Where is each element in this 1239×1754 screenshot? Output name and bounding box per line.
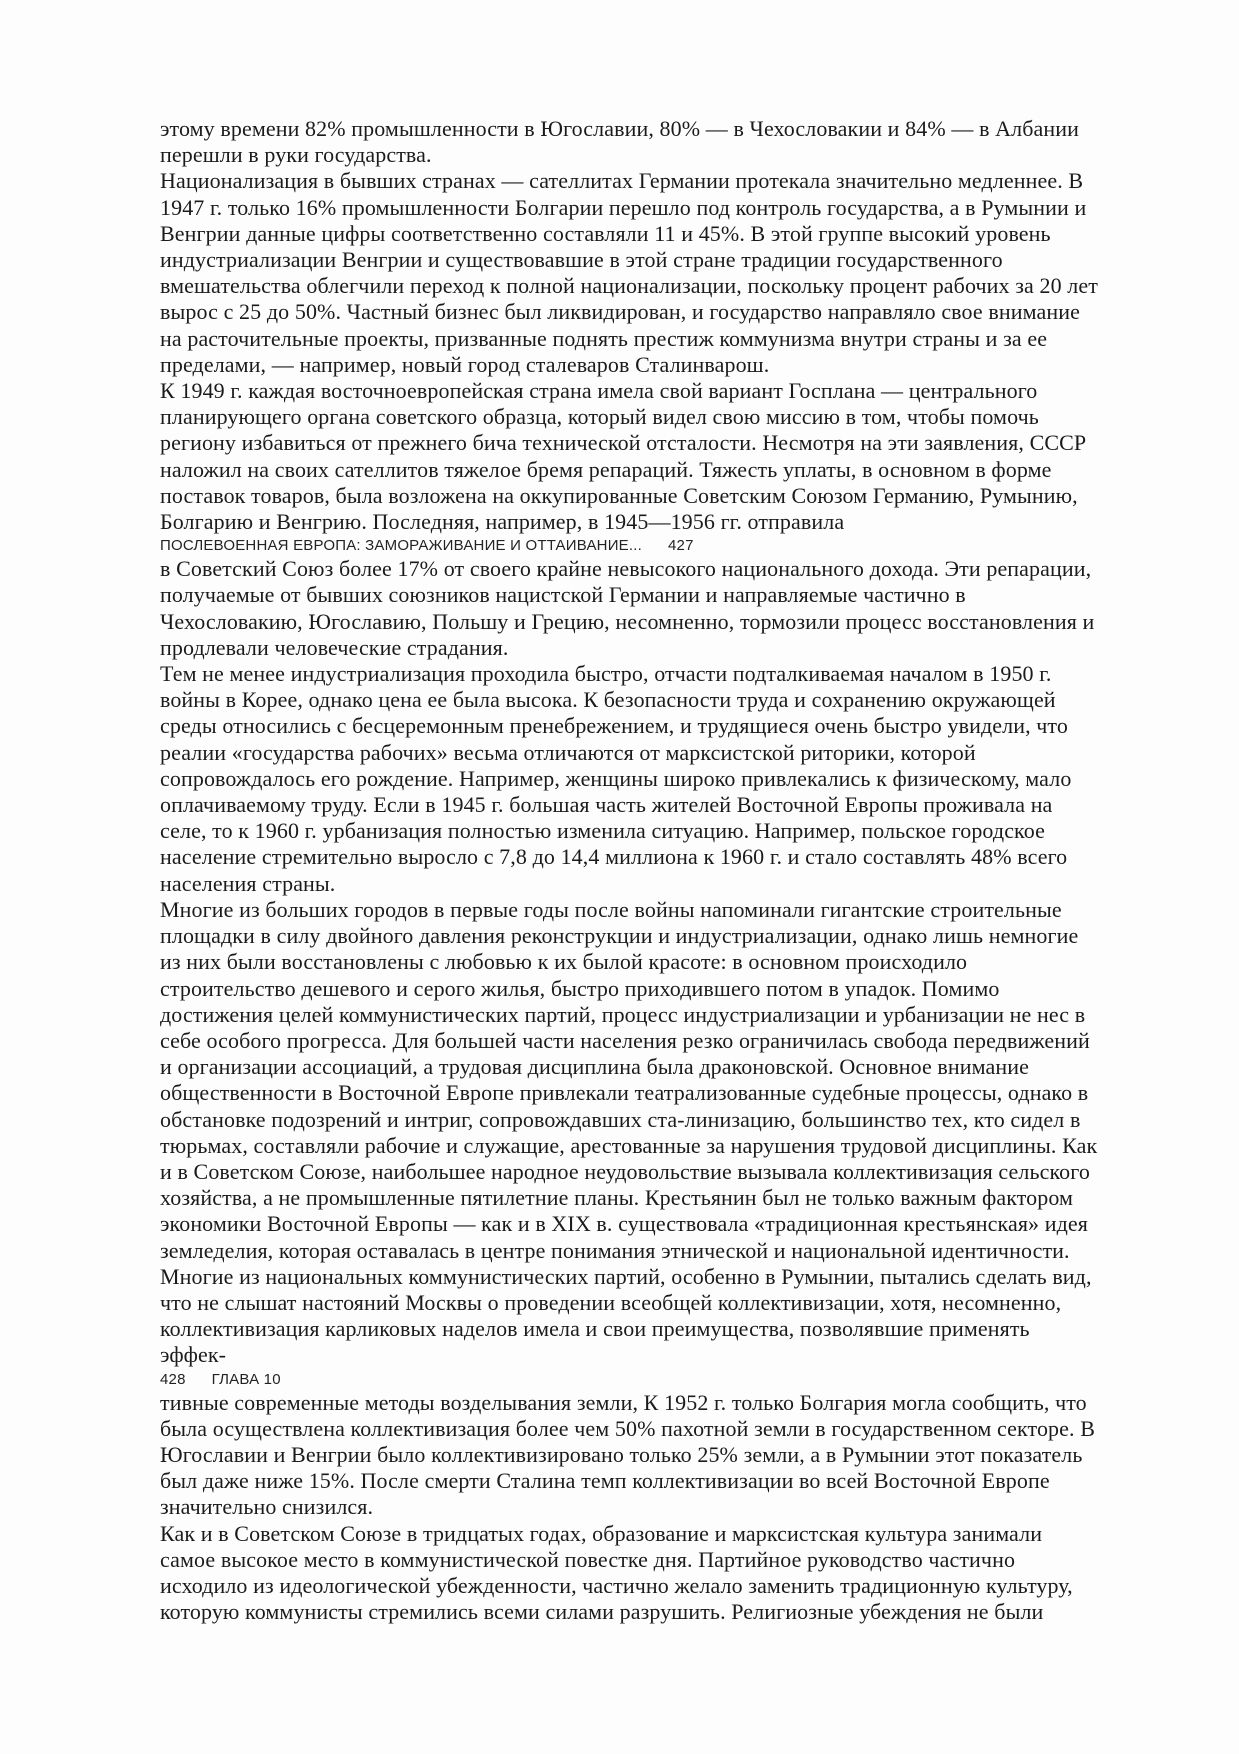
text-line: оплачиваемому труду. Если в 1945 г. большая часть жителей Восточной Европы проживала на — [160, 792, 1053, 818]
text-line: Многие из больших городов в первые годы после войны напоминали гигантские строительные — [160, 896, 1062, 922]
text-line: себе особого прогресса. Для большей части населения резко ограничилась свобода передвижений — [160, 1027, 1090, 1053]
text-line: значительно снизился. — [160, 1494, 374, 1520]
text-line: среды относились с бесцеремонным пренебрежением, и трудящиеся очень быстро увидели, что — [160, 713, 1068, 739]
running-header — [160, 1369, 1169, 1390]
text-line: тивные современные методы возделывания земли, К 1952 г. только Болгария могла сообщить, что — [160, 1389, 1087, 1415]
text-line: продлевали человеческие страдания. — [160, 634, 509, 660]
text-line: К 1949 г. каждая восточноевропейская страна имела свой вариант Госплана — центрального — [160, 378, 1038, 404]
page-number: 428 — [160, 1370, 186, 1388]
text-line: тюрьмах, составляли рабочие и служащие, арестованные за нарушения трудовой дисциплины. Как — [160, 1132, 1098, 1158]
text-line: 1947 г. только 16% промышленности Болгарии перешло под контроль государства, а в Румынии и — [160, 194, 1087, 220]
text-line: реалии «государства рабочих» весьма отличаются от марксистской риторики, которой — [160, 739, 976, 765]
text-line: коллективизация карликовых наделов имела и свои преимущества, позволявшие применять — [160, 1316, 1030, 1342]
text-line: экономики Восточной Европы — как и в XIX в. существовала «традиционная крестьянская» идея — [160, 1211, 1089, 1237]
text-line: Венгрии данные цифры соответственно составляли 11 и 45%. В этой группе высокий уровень — [160, 220, 1051, 246]
running-header-title: ПОСЛЕВОЕННАЯ ЕВРОПА: ЗАМОРАЖИВАНИЕ И ОТТАИВАНИЕ... — [160, 537, 642, 555]
text-line: эффек- — [160, 1342, 227, 1368]
text-line: Болгарию и Венгрию. Последняя, например, в 1945—1956 гг. отправила — [160, 509, 845, 535]
text-line: была осуществлена коллективизация более чем 50% пахотной земли в государственном секторе. В — [160, 1415, 1095, 1441]
text-line: населения страны. — [160, 870, 336, 896]
text-line: в Советский Союз более 17% от своего крайне невысокого национального дохода. Эти репарации, — [160, 556, 1092, 582]
text-line: исходило из идеологической убежденности, частично желало заменить традиционную культуру, — [160, 1572, 1073, 1598]
text-line: поставок товаров, была возложена на оккупированные Советским Союзом Германию, Румынию, — [160, 482, 1078, 508]
text-line: что не слышат настояний Москвы о проведении всеобщей коллективизации, хотя, несомненно, — [160, 1289, 1062, 1315]
text-line: получаемые от бывших союзников нацистской Германии и направляемые частично в — [160, 582, 966, 608]
text-line: вмешательства облегчили переход к полной национализации, поскольку процент рабочих за 20 лет — [160, 273, 1098, 299]
text-line: самое высокое место в коммунистической повестке дня. Партийное руководство частично — [160, 1546, 1016, 1572]
text-line: Чехословакию, Югославию, Польшу и Грецию, несомненно, тормозили процесс восстановления и — [160, 608, 1095, 634]
text-line: из них были восстановлены с любовью к их былой красоте: в основном происходило — [160, 949, 968, 975]
text-line: население стремительно выросло с 7,8 до 14,4 миллиона к 1960 г. и стало составлять 48% всего — [160, 844, 1068, 870]
text-line: которую коммунисты стремились всеми силами разрушить. Религиозные убеждения не были — [160, 1599, 1044, 1625]
text-line: селе, то к 1960 г. урбанизация полностью изменила ситуацию. Например, польское городское — [160, 818, 1045, 844]
text-line: Как и в Советском Союзе в тридцатых годах, образование и марксистская культура занимали — [160, 1520, 1043, 1546]
page-number: 427 — [667, 537, 694, 555]
text-line: этому времени 82% промышленности в Югославии, 80% — в Чехословакии и 84% — в Албании — [160, 116, 1080, 141]
text-line: Югославии и Венгрии было коллективизировано только 25% земли, а в Румынии этот показатель — [160, 1441, 1083, 1467]
text-line: и организации ассоциаций, а трудовая дисциплина была драконовской. Основное внимание — [160, 1054, 1029, 1080]
text-line: пределами, — например, новый город сталеваров Сталинварош. — [160, 351, 770, 377]
text-line: Национализация в бывших странах — сателлитах Германии протекала значительно медленнее. В — [160, 168, 1084, 194]
text-line: вырос с 25 до 50%. Частный бизнес был ликвидирован, и государство направляло свое внимание — [160, 299, 1080, 325]
text-line: Тем не менее индустриализация проходила быстро, отчасти подталкиваемая началом в 1950 г. — [160, 661, 1052, 687]
text-line: был даже ниже 15%. После смерти Сталина темп коллективизации во всей Восточной Европе — [160, 1468, 1050, 1494]
running-header — [160, 535, 1169, 556]
text-line: региону избавиться от прежнего бича технической отсталости. Несмотря на эти заявления, СССР — [160, 430, 1087, 456]
text-line: общественности в Восточной Европе привлекали театрализованные судебные процессы, однако в — [160, 1080, 1089, 1106]
text-line: строительство дешевого и серого жилья, быстро приходившего потом в упадок. Помимо — [160, 975, 1000, 1001]
text-line: земледелия, которая оставалась в центре понимания этнической и национальной идентичности. — [160, 1237, 1070, 1263]
text-line: обстановке подозрений и интриг, сопровождавших ста-линизацию, большинство тех, кто сидел в — [160, 1106, 1081, 1132]
text-line: индустриализации Венгрии и существовавшие в этой стране традиции государственного — [160, 247, 1003, 273]
text-line: наложил на своих сателлитов тяжелое бремя репараций. Тяжесть уплаты, в основном в форме — [160, 456, 1052, 482]
text-line: достижения целей коммунистических партий, процесс индустриализации и урбанизации не нес в — [160, 1001, 1086, 1027]
text-line: перешли в руки государства. — [160, 142, 432, 168]
text-line: на расточительные проекты, призванные поднять престиж коммунизма внутри страны и за ее — [160, 325, 1048, 351]
text-line: планирующего органа советского образца, который видел свою миссию в том, чтобы помочь — [160, 404, 1039, 430]
text-line: Многие из национальных коммунистических партий, особенно в Румынии, пытались сделать вид, — [160, 1263, 1092, 1289]
text-line: площадки в силу двойного давления реконструкции и индустриализации, однако лишь немногие — [160, 923, 1079, 949]
running-header-title: ГЛАВА 10 — [211, 1370, 281, 1388]
text-line: хозяйства, а не промышленные пятилетние планы. Крестьянин был не только важным фактором — [160, 1185, 1074, 1211]
text-line: и в Советском Союзе, наибольшее народное неудовольствие вызывала коллективизация сельского — [160, 1158, 1090, 1184]
text-block — [160, 116, 1169, 1625]
text-line: сопровождалось его рождение. Например, женщины широко привлекались к физическому, мало — [160, 765, 1072, 791]
text-line: войны в Корее, однако цена ее была высока. К безопасности труда и сохранению окружающей — [160, 687, 1056, 713]
